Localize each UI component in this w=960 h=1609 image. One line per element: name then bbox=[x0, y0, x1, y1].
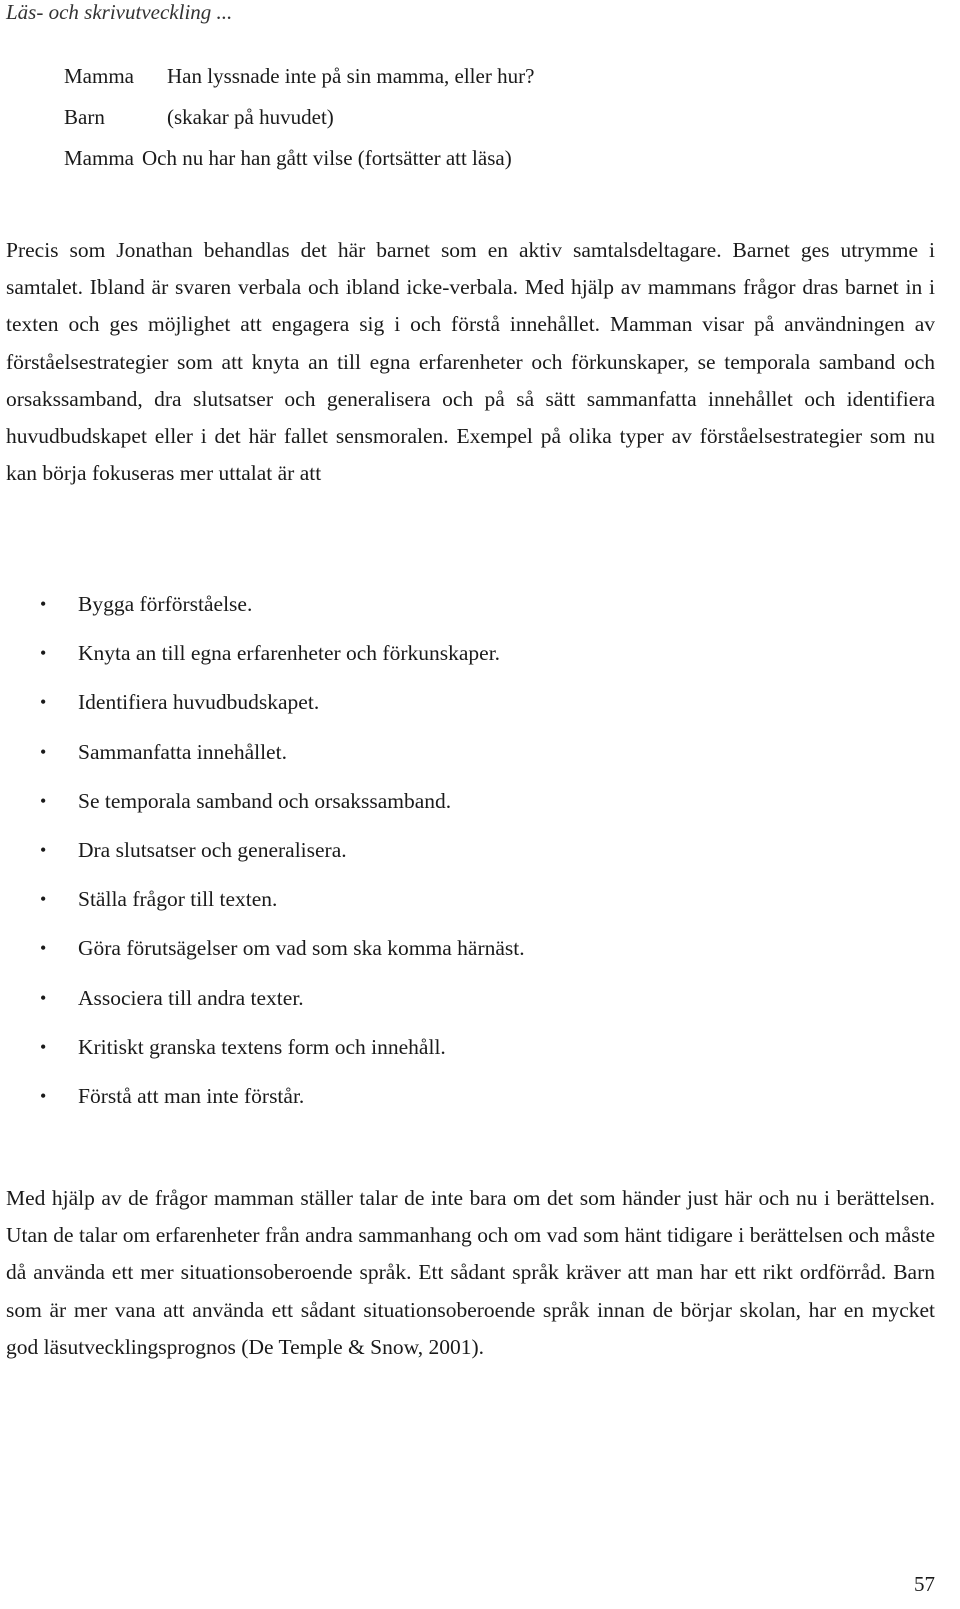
utterance: Han lyssnade inte på sin mamma, eller hur? bbox=[167, 64, 535, 88]
page-number: 57 bbox=[914, 1572, 935, 1596]
bullet-icon: • bbox=[40, 839, 47, 860]
bullet-icon: • bbox=[40, 741, 47, 762]
list-item bbox=[40, 682, 525, 731]
list-item-text: Ställa frågor till texten. bbox=[78, 887, 278, 912]
body-paragraph: Precis som Jonathan behandlas det här barnet som en aktiv samtalsdeltagare. Barnet ges utrymme i samtalet. Ibland är svaren verbala och ibland icke-verbala. Med hjälp av mammans frågor dras barnet in i texten och ges möjlighet att engagera sig i och förstå innehållet. Mamman visar på användningen av förståelsestrategier som att knyta an till egna erfarenheter och förkunskaper, se temporala samband och orsakssamband, dra slutsatser och generalisera och på så sätt sammanfatta innehållet och identifiera huvudbudskapet eller i det här fallet sensmoralen. Exempel på olika typer av förståelsestrategier som nu kan börja fokuseras mer uttalat är att bbox=[6, 238, 935, 486]
list-item bbox=[40, 830, 525, 879]
speaker-label: Mamma bbox=[64, 146, 134, 170]
bullet-icon: • bbox=[40, 594, 47, 614]
list-item-text: Förstå att man inte förstår. bbox=[78, 1083, 305, 1108]
list-item bbox=[40, 928, 525, 977]
list-item bbox=[40, 879, 525, 928]
list-item bbox=[40, 1076, 525, 1125]
list-item-text: Associera till andra texter. bbox=[78, 985, 304, 1010]
body-paragraph: Med hjälp av de frågor mamman ställer talar de inte bara om det som händer just här och nu i berättelsen. Utan de talar om erfarenheter från andra sammanhang och om vad som hänt tidigare i berättelsen och måste då använda ett mer situationsoberoende språk. Ett sådant språk kräver att man har ett rikt ordförråd. Barn som är mer vana att använda ett sådant situationsoberoende språk innan de börjar skolan, har en mycket god läsutvecklingsprognos (De Temple & Snow, 2001). bbox=[6, 1186, 935, 1359]
list-item-text: Knyta an till egna erfarenheter och förkunskaper. bbox=[78, 641, 501, 666]
strategy-list bbox=[40, 584, 525, 1125]
list-item-text: Sammanfatta innehållet. bbox=[78, 739, 287, 764]
bullet-icon: • bbox=[40, 938, 47, 959]
list-item-text: Kritiskt granska textens form och innehåll. bbox=[78, 1034, 446, 1059]
bullet-icon: • bbox=[40, 692, 47, 713]
list-item-text: Bygga förförståelse. bbox=[78, 592, 253, 616]
list-item-text: Se temporala samband och orsakssamband. bbox=[78, 788, 452, 813]
bullet-icon: • bbox=[40, 643, 47, 664]
bullet-icon: • bbox=[40, 889, 47, 910]
list-item bbox=[40, 633, 525, 682]
list-item bbox=[40, 1027, 525, 1076]
list-item-text: Dra slutsatser och generalisera. bbox=[78, 837, 347, 862]
speaker-label: Mamma bbox=[64, 64, 134, 88]
bullet-icon: • bbox=[40, 987, 47, 1008]
list-item-text: Identifiera huvudbudskapet. bbox=[78, 690, 320, 715]
list-item bbox=[40, 978, 525, 1027]
list-item bbox=[40, 584, 525, 633]
list-item bbox=[40, 732, 525, 781]
utterance: (skakar på huvudet) bbox=[167, 105, 334, 129]
list-item bbox=[40, 781, 525, 830]
bullet-icon: • bbox=[40, 1085, 47, 1106]
bullet-icon: • bbox=[40, 790, 47, 811]
speaker-label: Barn bbox=[64, 105, 105, 129]
list-item-text: Göra förutsägelser om vad som ska komma härnäst. bbox=[78, 936, 525, 961]
running-head: Läs- och skrivutveckling ... bbox=[6, 0, 233, 24]
utterance: Och nu har han gått vilse (fortsätter att läsa) bbox=[142, 146, 512, 170]
bullet-icon: • bbox=[40, 1036, 47, 1057]
